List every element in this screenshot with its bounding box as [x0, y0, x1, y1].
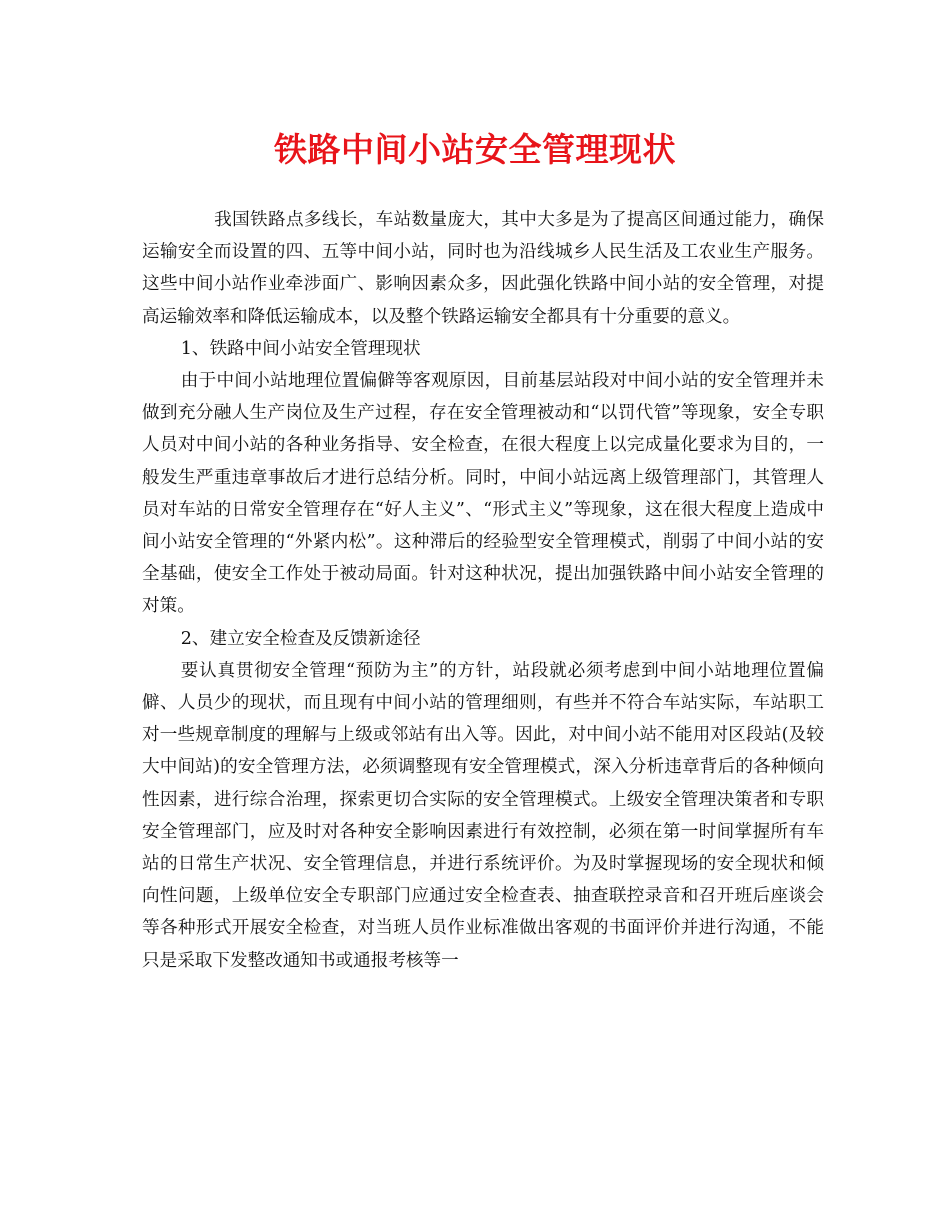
- paragraph-section-2: 要认真贯彻安全管理“预防为主”的方针，站段就必须考虑到中间小站地理位置偏僻、人员少的现状，而且现有中间小站的管理细则，有些并不符合车站实际，车站职工对一些规章制度的理解与上级或邻站有出入等。因此，对中间小站不能用对区段站(及较大中间站)的安全管理方法，必须调整现有安全管理模式，深入分析违章背后的各种倾向性因素，进行综合治理，探索更切合实际的安全管理模式。上级安全管理决策者和专职安全管理部门，应及时对各种安全影响因素进行有效控制，必须在第一时间掌握所有车站的日常生产状况、安全管理信息，并进行系统评价。为及时掌握现场的安全现状和倾向性问题，上级单位安全专职部门应通过安全检查表、抽查联控录音和召开班后座谈会等各种形式开展安全检查，对当班人员作业标准做出客观的书面评价并进行沟通，不能只是采取下发整改通知书或通报考核等一: [142, 660, 824, 971]
- section-heading-2: 2、建立安全检查及反馈新途径: [180, 628, 421, 649]
- paragraph-intro: 我国铁路点多线长，车站数量庞大，其中大多是为了提高区间通过能力，确保运输安全而设置的四、五等中间小站，同时也为沿线城乡人民生活及工农业生产服务。这些中间小站作业牵涉面广、影响因素众多，因此强化铁路中间小站的安全管理，对提高运输效率和降低运输成本，以及整个铁路运输安全都具有十分重要的意义。: [142, 210, 824, 327]
- paragraph-section-1: 由于中间小站地理位置偏僻等客观原因，目前基层站段对中间小站的安全管理并未做到充分融人生产岗位及生产过程，存在安全管理被动和“以罚代管”等现象，安全专职人员对中间小站的各种业务指导、安全检查，在很大程度上以完成量化要求为目的，一般发生严重违章事故后才进行总结分析。同时，中间小站远离上级管理部门，其管理人员对车站的日常安全管理存在“好人主义”、“形式主义”等现象，这在很大程度上造成中间小站安全管理的“外紧内松”。这种滞后的经验型安全管理模式，削弱了中间小站的安全基础，使安全工作处于被动局面。针对这种状况，提出加强铁路中间小站安全管理的对策。: [142, 371, 824, 617]
- section-heading-1: 1、铁路中间小站安全管理现状: [180, 338, 421, 359]
- document-title: 铁路中间小站安全管理现状: [274, 130, 676, 169]
- document-body: [142, 204, 824, 977]
